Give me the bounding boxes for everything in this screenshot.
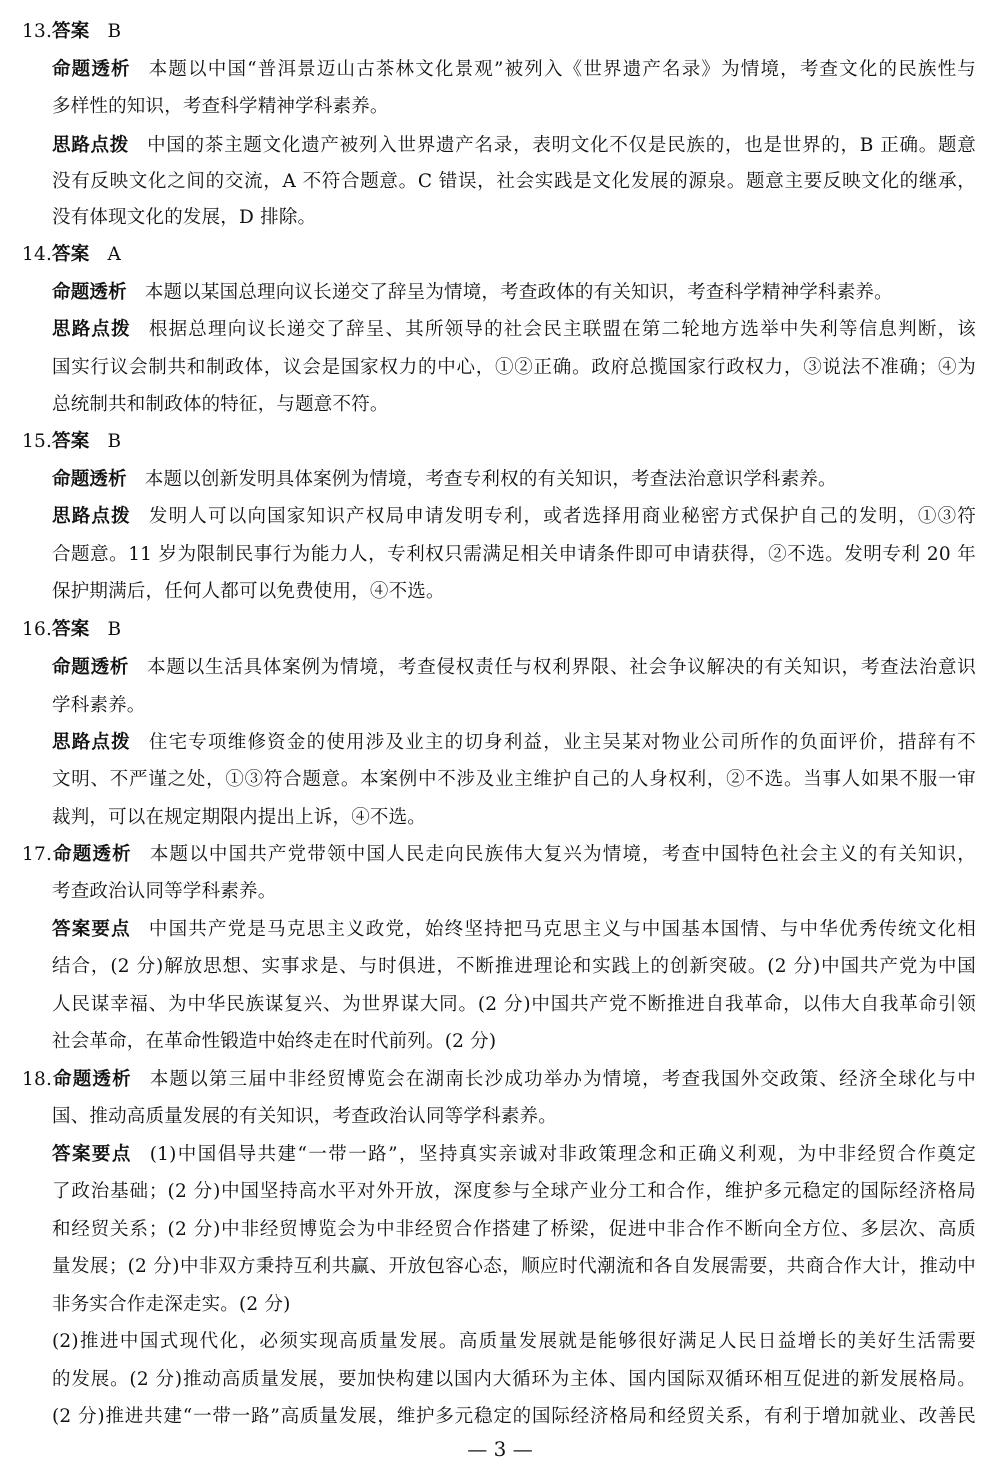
q13-analysis-line-1 <box>52 58 976 82</box>
q15-hint-line-2: 合题意。11 岁为限制民事行为能力人，专利权只需满足相关申请条件即可申请获得，②不选。发明专利 20 年 <box>52 544 976 565</box>
q18-key-line-4: 量发展；(2 分)中非双方秉持互利共赢、开放包容心态，顺应时代潮流和各自发展需要，共商合作大计，推动中 <box>52 1256 976 1277</box>
q14-number: 14. <box>22 244 53 265</box>
q15-answer-line <box>22 430 976 454</box>
q16-analysis-line-2: 学科素养。 <box>52 695 146 716</box>
q18-key-line-6: (2)推进中国式现代化，必须实现高质量发展。高质量发展就是能够很好满足人民日益增长的美好生活需要 <box>52 1331 976 1352</box>
analysis-text: 本题以中国共产党带领中国人民走向民族伟大复兴为情境，考查中国特色社会主义的有关知识， <box>149 844 976 865</box>
q18-key-line-2: 了政治基础；(2 分)中国坚持高水平对外开放，深度参与全球产业分工和合作，维护多元稳定的国际经济格局 <box>52 1181 976 1202</box>
q15-analysis-line-1 <box>52 468 976 492</box>
q18-key-line-3: 和经贸关系；(2 分)中非经贸博览会为中非经贸合作搭建了桥梁，促进中非合作不断向全方位、多层次、高质 <box>52 1219 976 1240</box>
analysis-label: 命题透析 <box>52 844 132 865</box>
q16-number: 16. <box>22 619 53 640</box>
answer-label: 答案 <box>52 21 90 42</box>
q16-hint-line-3: 裁判，可以在规定期限内提出上诉，④不选。 <box>52 807 427 828</box>
q13-analysis-line-2: 多样性的知识，考查科学精神学科素养。 <box>52 96 389 117</box>
q14-hint-line-3: 总统制共和制政体的特征，与题意不符。 <box>52 394 389 415</box>
q17-analysis-line-1 <box>22 843 976 867</box>
q13-hint-line-3: 没有体现文化的发展，D 排除。 <box>52 207 317 228</box>
q17-key-line-1 <box>52 918 976 942</box>
q14-analysis-line-1 <box>52 281 976 305</box>
hint-text: 中国的茶主题文化遗产被列入世界遗产名录，表明文化不仅是民族的，也是世界的，B 正确。题意 <box>147 135 976 156</box>
q13-hint-line-1 <box>52 134 976 158</box>
q18-key-line-5: 非务实合作走深走实。(2 分) <box>52 1294 291 1315</box>
q16-analysis-line-1 <box>52 656 976 680</box>
q16-answer: B <box>107 619 122 640</box>
q17-key-line-4: 社会革命，在革命性锻造中始终走在时代前列。(2 分) <box>52 1031 497 1052</box>
q18-key-line-1 <box>52 1143 976 1167</box>
answer-label: 答案 <box>52 619 90 640</box>
q14-hint-line-2: 国实行议会制共和制政体，议会是国家权力的中心，①②正确。政府总揽国家行政权力，③说法不准确；④为 <box>52 357 976 378</box>
hint-label: 思路点拨 <box>52 506 131 527</box>
page-number: — 3 — <box>467 1437 533 1461</box>
hint-text: 根据总理向议长递交了辞呈、其所领导的社会民主联盟在第二轮地方选举中失利等信息判断，该 <box>148 319 976 340</box>
analysis-label: 命题透析 <box>52 469 127 490</box>
q17-key-line-3: 人民谋幸福、为中华民族谋复兴、为世界谋大同。(2 分)中国共产党不断推进自我革命，以伟大自我革命引领 <box>52 994 976 1015</box>
analysis-text: 本题以创新发明具体案例为情境，考查专利权的有关知识，考查法治意识学科素养。 <box>144 469 837 490</box>
q15-hint-line-3: 保护期满后，任何人都可以免费使用，④不选。 <box>52 581 445 602</box>
q13-hint-line-2: 没有反映文化之间的交流，A 不符合题意。C 错误，社会实践是文化发展的源泉。题意主要反映文化的继承， <box>52 171 976 192</box>
analysis-text: 本题以某国总理向议长递交了辞呈为情境，考查政体的有关知识，考查科学精神学科素养。 <box>144 282 893 303</box>
q17-key-line-2: 结合，(2 分)解放思想、实事求是、与时俱进，不断推进理论和实践上的创新突破。(2 分)中国共产党为中国 <box>52 956 976 977</box>
analysis-text: 本题以生活具体案例为情境，考查侵权责任与权利界限、社会争议解决的有关知识，考查法治意识 <box>147 657 976 678</box>
q14-answer: A <box>107 244 121 265</box>
hint-text: 发明人可以向国家知识产权局申请发明专利，或者选择用商业秘密方式保护自己的发明，①③符 <box>148 506 976 527</box>
q18-key-line-8: (2 分)推进共建“一带一路”高质量发展，维护多元稳定的国际经济格局和经贸关系，有利于增加就业、改善民 <box>52 1406 976 1427</box>
q18-number: 18. <box>22 1069 53 1090</box>
answer-label: 答案 <box>52 431 90 452</box>
hint-text: 住宅专项维修资金的使用涉及业主的切身利益，业主吴某对物业公司所作的负面评价，措辞有不 <box>148 732 976 753</box>
q15-number: 15. <box>22 431 53 452</box>
q17-number: 17. <box>22 844 53 865</box>
q16-hint-line-1 <box>52 731 976 755</box>
analysis-label: 命题透析 <box>52 657 130 678</box>
key-points-label: 答案要点 <box>52 919 131 940</box>
q18-analysis-line-1 <box>22 1068 976 1092</box>
key-points-label: 答案要点 <box>52 1144 132 1165</box>
q16-hint-line-2: 文明、不严谨之处，①③符合题意。本案例中不涉及业主维护自己的人身权利，②不选。当事人如果不服一审 <box>52 769 976 790</box>
q18-key-line-7: 的发展。(2 分)推动高质量发展，要加快构建以国内大循环为主体、国内国际双循环相互促进的新发展格局。 <box>52 1369 976 1390</box>
key-text: (1)中国倡导共建“一带一路”，坚持真实亲诚对非政策理念和正确义利观，为中非经贸合作奠定 <box>149 1144 976 1165</box>
q15-answer: B <box>107 431 122 452</box>
analysis-label: 命题透析 <box>52 1069 132 1090</box>
q14-hint-line-1 <box>52 318 976 342</box>
analysis-text: 本题以第三届中非经贸博览会在湖南长沙成功举办为情境，考查我国外交政策、经济全球化与中 <box>149 1069 976 1090</box>
q13-answer: B <box>107 21 122 42</box>
analysis-text: 本题以中国“普洱景迈山古茶林文化景观”被列入《世界遗产名录》为情境，考查文化的民族性与 <box>148 59 976 80</box>
q17-analysis-line-2: 考查政治认同等学科素养。 <box>52 881 277 902</box>
analysis-label: 命题透析 <box>52 282 127 303</box>
q15-hint-line-1 <box>52 505 976 529</box>
hint-label: 思路点拨 <box>52 319 131 340</box>
analysis-label: 命题透析 <box>52 59 131 80</box>
q16-answer-line <box>22 618 976 642</box>
hint-label: 思路点拨 <box>52 732 131 753</box>
hint-label: 思路点拨 <box>52 135 130 156</box>
q13-number: 13. <box>22 21 53 42</box>
q18-analysis-line-2: 国、推动高质量发展的有关知识，考查政治认同等学科素养。 <box>52 1106 557 1127</box>
q13-answer-line <box>22 20 976 44</box>
key-text: 中国共产党是马克思主义政党，始终坚持把马克思主义与中国基本国情、与中华优秀传统文化相 <box>148 919 976 940</box>
q14-answer-line <box>22 243 976 267</box>
answer-label: 答案 <box>52 244 90 265</box>
